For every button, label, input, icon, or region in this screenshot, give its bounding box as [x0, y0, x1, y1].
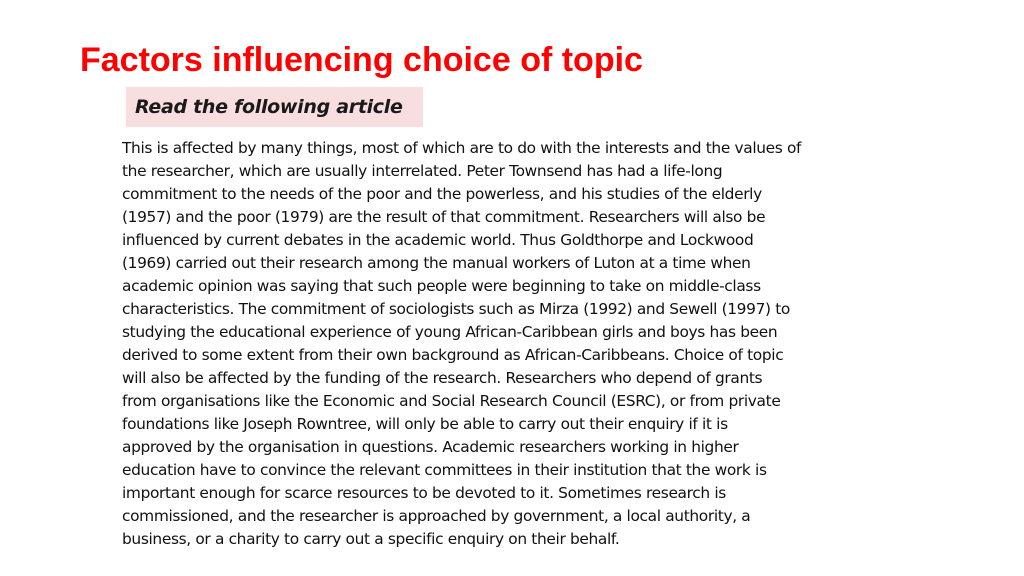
article-line: from organisations like the Economic and Social Research Council (ESRC), or from private: [122, 392, 781, 410]
article-line: business, or a charity to carry out a specific enquiry on their behalf.: [122, 530, 620, 548]
article-line: important enough for scarce resources to be devoted to it. Sometimes research is: [122, 484, 726, 502]
article-line: academic opinion was saying that such people were beginning to take on middle-class: [122, 277, 761, 295]
article-line: derived to some extent from their own background as African-Caribbeans. Choice of topic: [122, 346, 784, 364]
article-line: influenced by current debates in the academic world. Thus Goldthorpe and Lockwood: [122, 231, 754, 249]
article-line: the researcher, which are usually interrelated. Peter Townsend has had a life-long: [122, 162, 723, 180]
article-line: studying the educational experience of young African-Caribbean girls and boys has been: [122, 323, 778, 341]
article-line: commissioned, and the researcher is approached by government, a local authority, a: [122, 507, 751, 525]
article-line: commitment to the needs of the poor and the powerless, and his studies of the elderly: [122, 185, 762, 203]
article-line: will also be affected by the funding of the research. Researchers who depend of grants: [122, 369, 763, 387]
article-line: This is affected by many things, most of which are to do with the interests and the values of: [122, 139, 802, 157]
slide-title: Factors influencing choice of topic: [80, 41, 643, 79]
subtitle-highlight-box: [126, 87, 423, 127]
article-body: [122, 137, 852, 551]
article-line: foundations like Joseph Rowntree, will only be able to carry out their enquiry if it is: [122, 415, 728, 433]
article-line: education have to convince the relevant committees in their institution that the work is: [122, 461, 767, 479]
article-line: (1957) and the poor (1979) are the result of that commitment. Researchers will also be: [122, 208, 766, 226]
article-line: characteristics. The commitment of sociologists such as Mirza (1992) and Sewell (1997) to: [122, 300, 790, 318]
slide-subtitle: Read the following article: [135, 96, 403, 118]
article-line: approved by the organisation in questions. Academic researchers working in higher: [122, 438, 739, 456]
article-line: (1969) carried out their research among the manual workers of Luton at a time when: [122, 254, 751, 272]
